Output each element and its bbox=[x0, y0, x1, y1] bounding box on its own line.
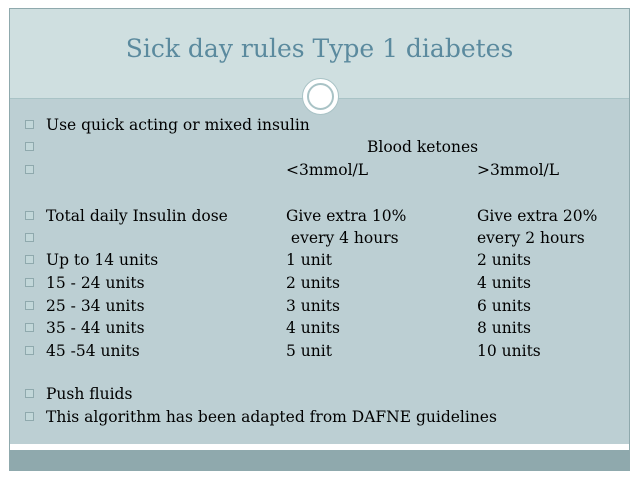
dose-header: Total daily Insulin dose bbox=[46, 207, 228, 225]
bullet-icon bbox=[25, 389, 34, 398]
extra-low-value: 4 units bbox=[286, 319, 340, 337]
extra-low-value: 2 units bbox=[286, 274, 340, 292]
extra-high-header: Give extra 20% bbox=[477, 207, 598, 225]
ketones-header: Blood ketones bbox=[367, 138, 479, 156]
ketone-low-header: <3mmol/L bbox=[286, 161, 369, 179]
line-text: Push fluids bbox=[46, 385, 133, 403]
slide bbox=[9, 8, 630, 471]
dose-range: 25 - 34 units bbox=[46, 297, 145, 315]
ornament-ring bbox=[307, 83, 334, 110]
extra-high-value: 2 units bbox=[477, 251, 531, 269]
bullet-icon bbox=[25, 301, 34, 310]
extra-high-value: 6 units bbox=[477, 297, 531, 315]
extra-high-value: 4 units bbox=[477, 274, 531, 292]
extra-low-value: 1 unit bbox=[286, 251, 332, 269]
slide-title: Sick day rules Type 1 diabetes bbox=[125, 34, 514, 63]
ketone-high-header: >3mmol/L bbox=[477, 161, 560, 179]
content-area bbox=[10, 99, 629, 444]
extra-low-header: Give extra 10% bbox=[286, 207, 407, 225]
bullet-icon bbox=[25, 120, 34, 129]
extra-low-value: 3 units bbox=[286, 297, 340, 315]
bullet-icon bbox=[25, 278, 34, 287]
dose-range: 35 - 44 units bbox=[46, 319, 145, 337]
bullet-icon bbox=[25, 346, 34, 355]
extra-high-value: 10 units bbox=[477, 342, 541, 360]
bullet-icon bbox=[25, 233, 34, 242]
dose-range: 45 -54 units bbox=[46, 342, 140, 360]
title-ornament-icon bbox=[302, 78, 339, 115]
line-text: This algorithm has been adapted from DAFNE guidelines bbox=[46, 408, 497, 426]
line-text: Use quick acting or mixed insulin bbox=[46, 116, 310, 134]
freq-low: every 4 hours bbox=[286, 229, 399, 247]
extra-high-value: 8 units bbox=[477, 319, 531, 337]
bullet-icon bbox=[25, 142, 34, 151]
bullet-icon bbox=[25, 165, 34, 174]
freq-high: every 2 hours bbox=[477, 229, 585, 247]
footer-band bbox=[10, 450, 629, 471]
dose-range: Up to 14 units bbox=[46, 251, 159, 269]
bullet-icon bbox=[25, 255, 34, 264]
bullet-icon bbox=[25, 323, 34, 332]
bullet-icon bbox=[25, 211, 34, 220]
bullet-icon bbox=[25, 412, 34, 421]
extra-low-value: 5 unit bbox=[286, 342, 332, 360]
dose-range: 15 - 24 units bbox=[46, 274, 145, 292]
